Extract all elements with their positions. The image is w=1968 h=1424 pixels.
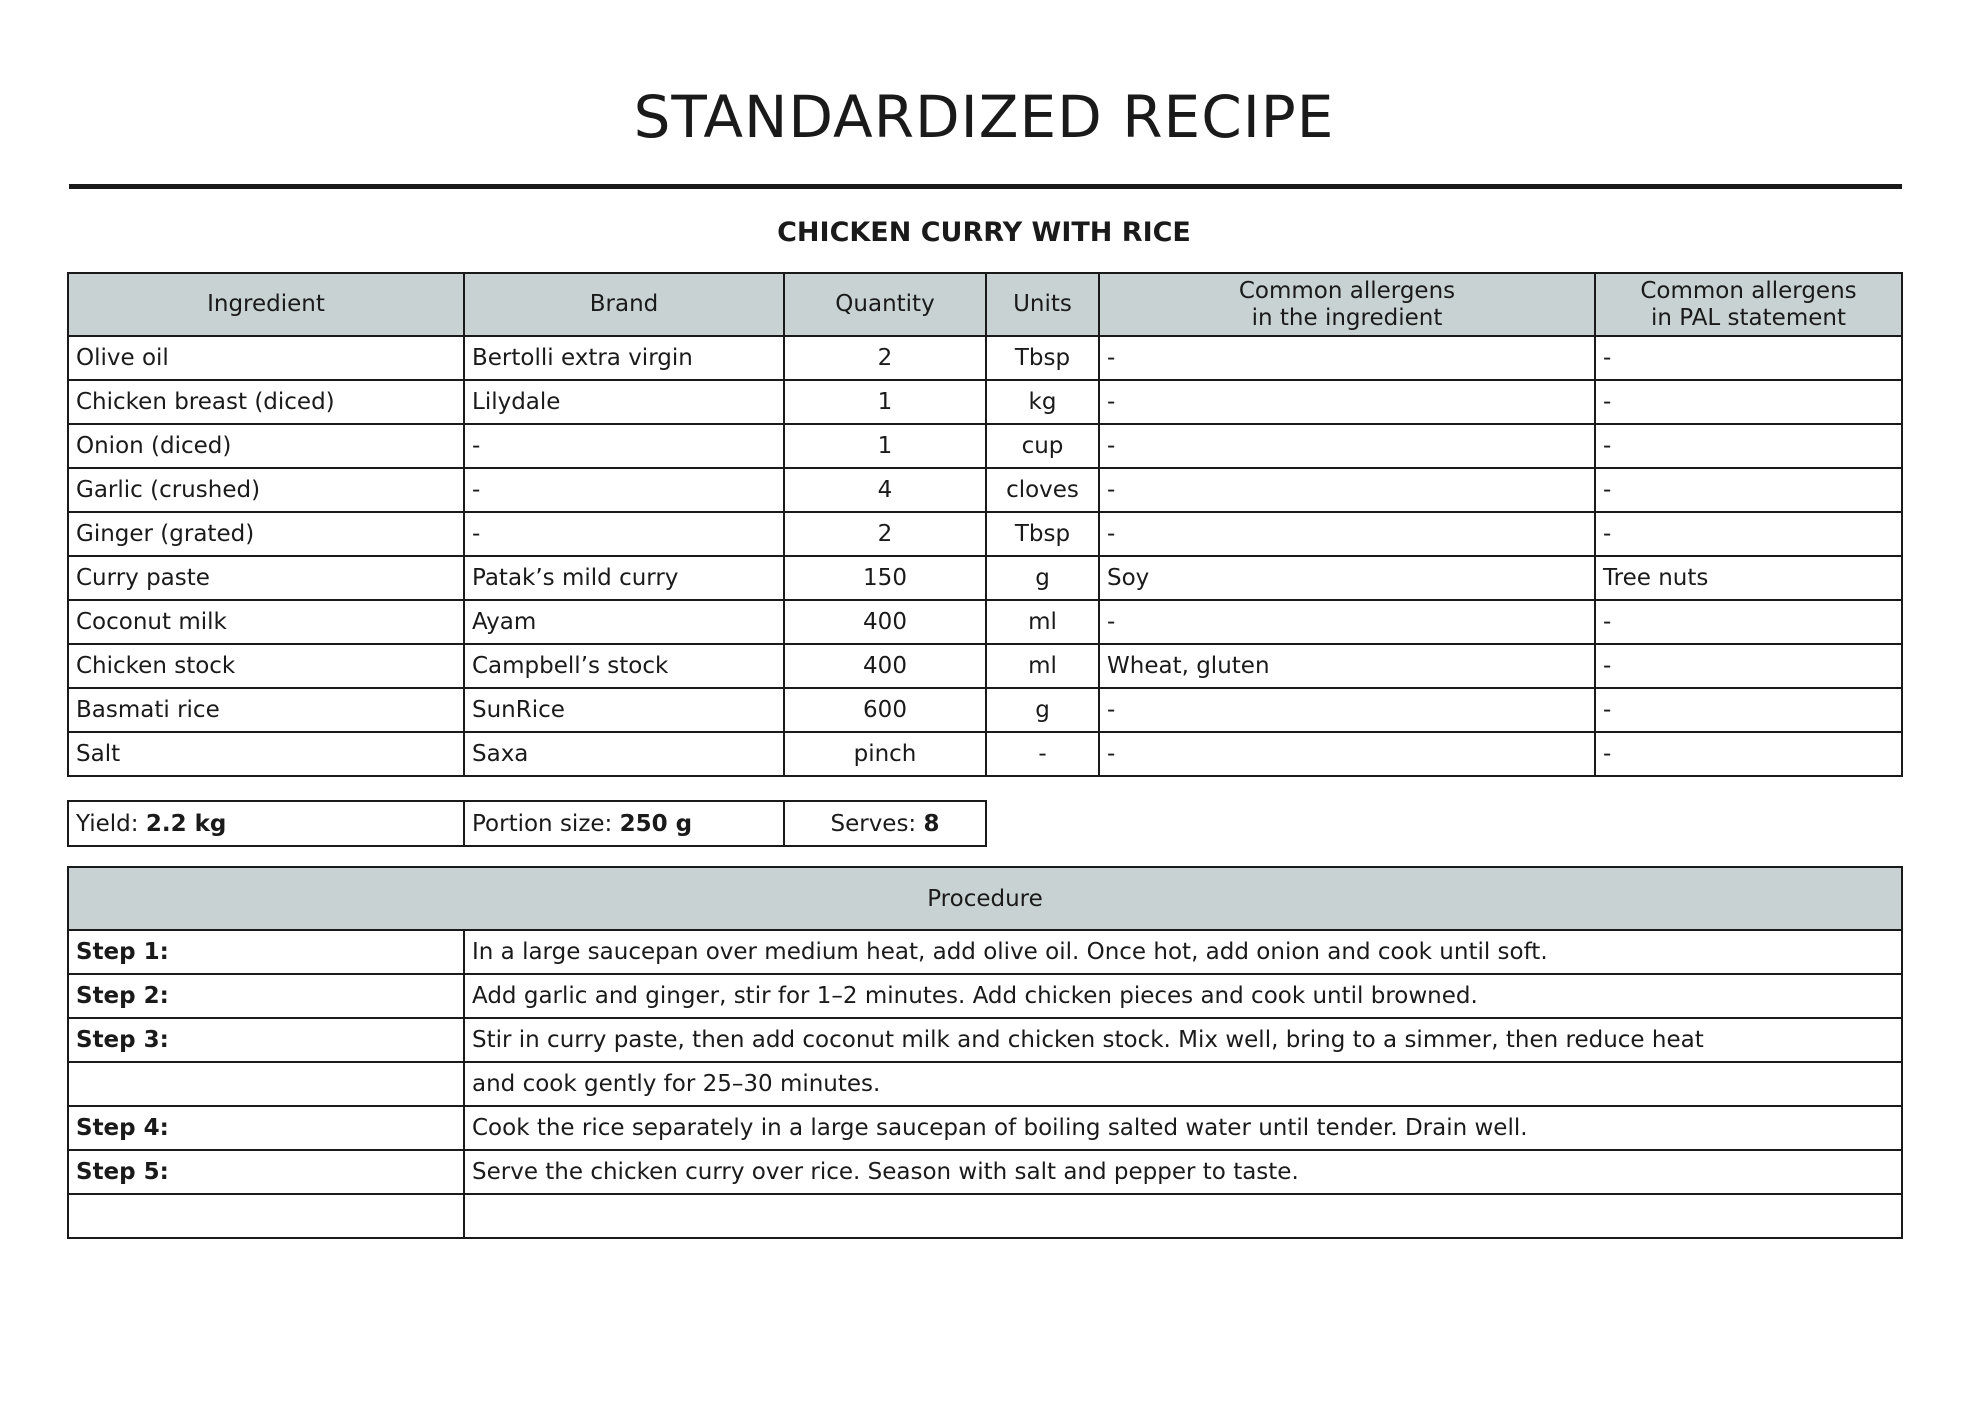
ingredient-row — [68, 424, 1902, 468]
ingredient-cell-brand: Campbell’s stock — [464, 644, 784, 688]
procedure-step-text: and cook gently for 25–30 minutes. — [464, 1062, 1902, 1106]
header-units: Units — [986, 273, 1099, 336]
procedure-row — [68, 1018, 1902, 1062]
ingredient-cell-brand: - — [464, 512, 784, 556]
ingredient-cell-brand: Lilydale — [464, 380, 784, 424]
ingredient-row — [68, 380, 1902, 424]
ingredient-cell-units: g — [986, 556, 1099, 600]
ingredient-cell-units: cloves — [986, 468, 1099, 512]
ingredient-cell-ingredient: Chicken breast (diced) — [68, 380, 464, 424]
procedure-row — [68, 974, 1902, 1018]
ingredient-row — [68, 688, 1902, 732]
serves-cell — [784, 801, 986, 846]
procedure-step-text: Stir in curry paste, then add coconut milk and chicken stock. Mix well, bring to a simmer, then reduce heat — [464, 1018, 1902, 1062]
yield-row — [68, 801, 986, 846]
procedure-step-label: Step 4: — [68, 1106, 464, 1150]
ingredient-cell-units: kg — [986, 380, 1099, 424]
ingredient-cell-brand: - — [464, 468, 784, 512]
procedure-step-label: Step 2: — [68, 974, 464, 1018]
ingredient-cell-units: ml — [986, 644, 1099, 688]
header-pal-line1: Common allergens — [1640, 277, 1857, 304]
portion-label: Portion size: — [472, 810, 613, 837]
procedure-step-text: In a large saucepan over medium heat, add olive oil. Once hot, add onion and cook until soft. — [464, 930, 1902, 974]
header-allergens-line2: in the ingredient — [1251, 304, 1443, 331]
serves-value: 8 — [923, 810, 940, 837]
ingredient-cell-quantity: 400 — [784, 600, 986, 644]
header-allergens — [1099, 273, 1595, 336]
ingredient-cell-brand: Bertolli extra virgin — [464, 336, 784, 380]
ingredient-cell-units: g — [986, 688, 1099, 732]
procedure-step-label — [68, 1062, 464, 1106]
ingredient-row — [68, 644, 1902, 688]
ingredient-row — [68, 468, 1902, 512]
ingredient-cell-pal: Tree nuts — [1595, 556, 1902, 600]
ingredient-cell-pal: - — [1595, 380, 1902, 424]
ingredient-cell-brand: Patak’s mild curry — [464, 556, 784, 600]
ingredient-cell-allergens: - — [1099, 600, 1595, 644]
ingredient-cell-quantity: 2 — [784, 512, 986, 556]
ingredient-cell-ingredient: Garlic (crushed) — [68, 468, 464, 512]
ingredient-cell-pal: - — [1595, 688, 1902, 732]
procedure-step-label: Step 5: — [68, 1150, 464, 1194]
ingredient-cell-quantity: 1 — [784, 424, 986, 468]
ingredient-cell-allergens: - — [1099, 380, 1595, 424]
procedure-step-text: Add garlic and ginger, stir for 1–2 minutes. Add chicken pieces and cook until browned. — [464, 974, 1902, 1018]
ingredient-row — [68, 732, 1902, 776]
ingredient-cell-units: ml — [986, 600, 1099, 644]
ingredient-cell-allergens: Soy — [1099, 556, 1595, 600]
yield-cell — [68, 801, 464, 846]
ingredient-cell-allergens: - — [1099, 732, 1595, 776]
ingredient-cell-allergens: - — [1099, 468, 1595, 512]
ingredient-row — [68, 512, 1902, 556]
ingredient-cell-ingredient: Ginger (grated) — [68, 512, 464, 556]
header-ingredient: Ingredient — [68, 273, 464, 336]
ingredient-cell-pal: - — [1595, 468, 1902, 512]
ingredient-cell-allergens: - — [1099, 336, 1595, 380]
ingredient-cell-pal: - — [1595, 600, 1902, 644]
ingredient-cell-quantity: 400 — [784, 644, 986, 688]
procedure-table — [67, 866, 1903, 1239]
portion-value: 250 g — [619, 810, 693, 837]
ingredient-cell-ingredient: Salt — [68, 732, 464, 776]
ingredient-cell-pal: - — [1595, 424, 1902, 468]
procedure-step-label — [68, 1194, 464, 1238]
ingredient-cell-ingredient: Curry paste — [68, 556, 464, 600]
ingredient-cell-pal: - — [1595, 336, 1902, 380]
header-allergens-line1: Common allergens — [1238, 277, 1456, 304]
yield-table — [67, 800, 987, 847]
ingredient-cell-allergens: - — [1099, 424, 1595, 468]
serves-label: Serves: — [830, 810, 917, 837]
portion-cell — [464, 801, 784, 846]
title-divider — [69, 184, 1902, 189]
ingredient-cell-units: cup — [986, 424, 1099, 468]
procedure-step-text: Serve the chicken curry over rice. Season with salt and pepper to taste. — [464, 1150, 1902, 1194]
procedure-header: Procedure — [68, 867, 1902, 930]
procedure-row — [68, 1062, 1902, 1106]
ingredient-cell-brand: - — [464, 424, 784, 468]
ingredient-cell-units: Tbsp — [986, 336, 1099, 380]
ingredient-cell-quantity: 150 — [784, 556, 986, 600]
procedure-row — [68, 1150, 1902, 1194]
procedure-step-label: Step 1: — [68, 930, 464, 974]
ingredient-cell-brand: Saxa — [464, 732, 784, 776]
recipe-name: CHICKEN CURRY WITH RICE — [777, 217, 1191, 248]
ingredients-table — [67, 272, 1903, 777]
procedure-row — [68, 1194, 1902, 1238]
header-brand: Brand — [464, 273, 784, 336]
ingredient-row — [68, 556, 1902, 600]
header-pal-line2: in PAL statement — [1651, 304, 1846, 331]
yield-value: 2.2 kg — [145, 810, 227, 837]
ingredient-cell-brand: Ayam — [464, 600, 784, 644]
ingredient-cell-quantity: pinch — [784, 732, 986, 776]
ingredient-cell-pal: - — [1595, 644, 1902, 688]
ingredient-cell-units: Tbsp — [986, 512, 1099, 556]
ingredient-cell-allergens: - — [1099, 688, 1595, 732]
procedure-step-label: Step 3: — [68, 1018, 464, 1062]
procedure-step-text — [464, 1194, 1902, 1238]
ingredient-cell-quantity: 1 — [784, 380, 986, 424]
yield-label: Yield: — [76, 810, 139, 837]
ingredients-header-row — [68, 273, 1902, 336]
procedure-row — [68, 930, 1902, 974]
procedure-step-text: Cook the rice separately in a large saucepan of boiling salted water until tender. Drain well. — [464, 1106, 1902, 1150]
ingredient-cell-allergens: Wheat, gluten — [1099, 644, 1595, 688]
ingredient-cell-ingredient: Chicken stock — [68, 644, 464, 688]
header-pal — [1595, 273, 1902, 336]
ingredient-cell-pal: - — [1595, 512, 1902, 556]
procedure-header-row — [68, 867, 1902, 930]
ingredient-cell-ingredient: Basmati rice — [68, 688, 464, 732]
ingredient-cell-quantity: 4 — [784, 468, 986, 512]
page-title: STANDARDIZED RECIPE — [633, 83, 1335, 151]
ingredient-cell-units: - — [986, 732, 1099, 776]
ingredient-cell-allergens: - — [1099, 512, 1595, 556]
header-quantity: Quantity — [784, 273, 986, 336]
ingredient-cell-brand: SunRice — [464, 688, 784, 732]
ingredient-cell-pal: - — [1595, 732, 1902, 776]
ingredient-cell-quantity: 600 — [784, 688, 986, 732]
ingredient-cell-ingredient: Onion (diced) — [68, 424, 464, 468]
ingredient-cell-ingredient: Olive oil — [68, 336, 464, 380]
procedure-row — [68, 1106, 1902, 1150]
ingredient-row — [68, 336, 1902, 380]
ingredient-cell-ingredient: Coconut milk — [68, 600, 464, 644]
ingredient-row — [68, 600, 1902, 644]
ingredient-cell-quantity: 2 — [784, 336, 986, 380]
